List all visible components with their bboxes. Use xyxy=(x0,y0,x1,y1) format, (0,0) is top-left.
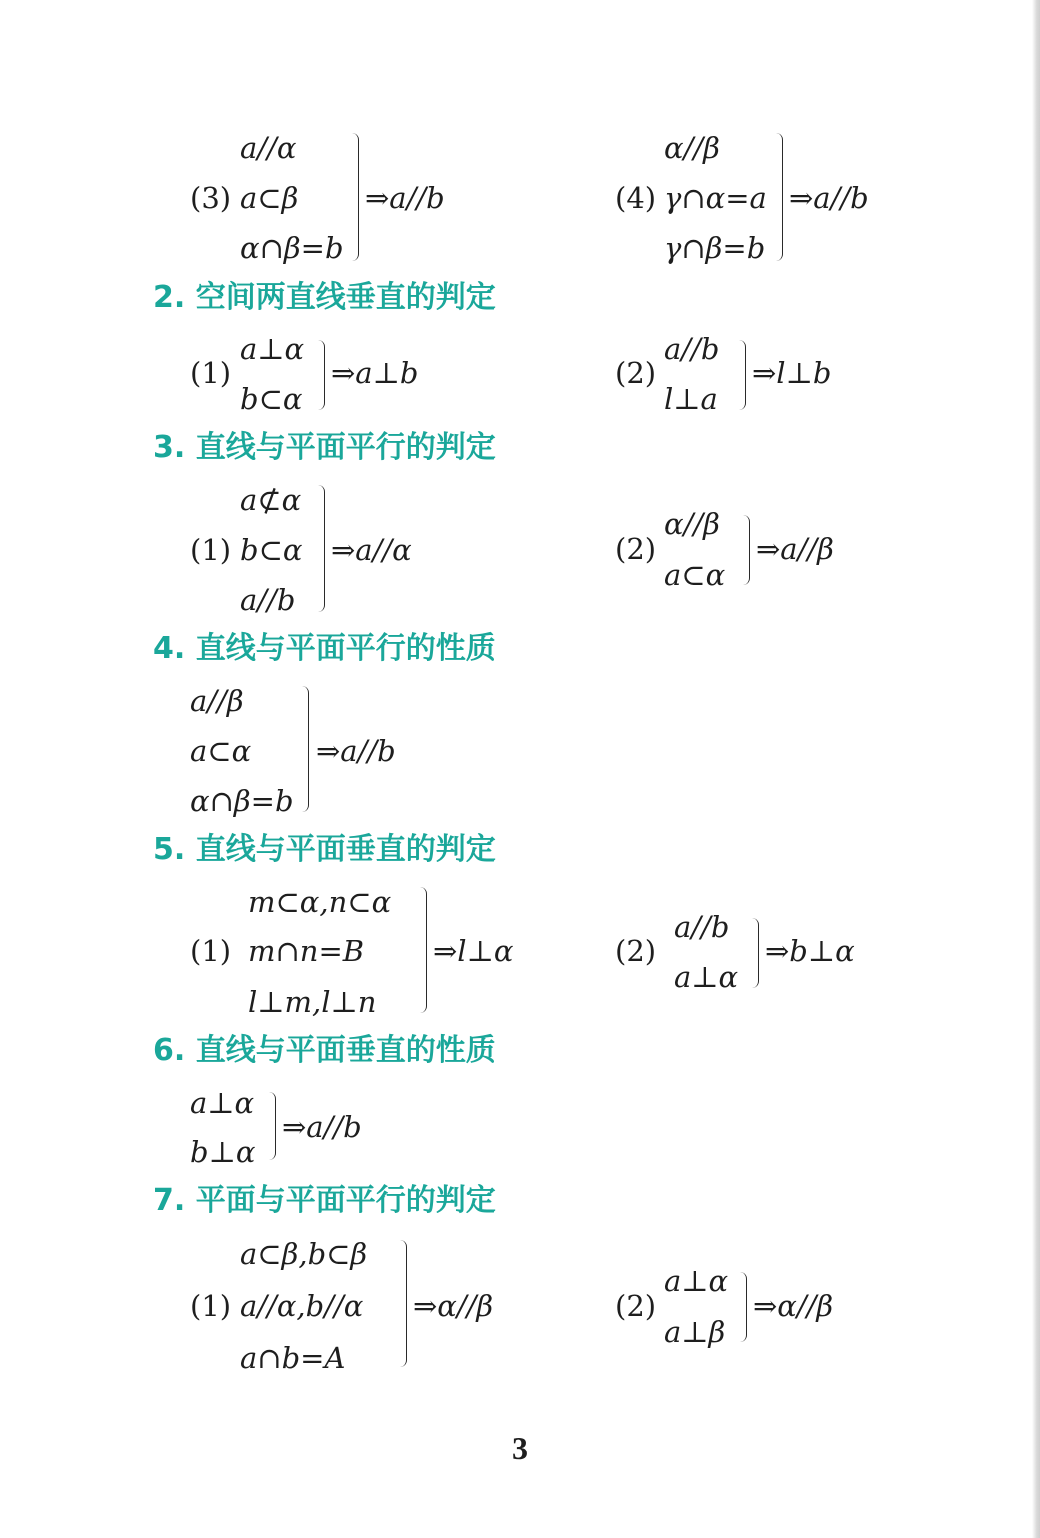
premise: a⊂β,b⊂β xyxy=(240,1237,368,1271)
conclusion: ⇒l⊥α xyxy=(433,934,514,968)
conclusion: ⇒a//b xyxy=(365,181,445,215)
premise: a//b xyxy=(240,583,296,617)
section-heading: 7. 平面与平面平行的判定 xyxy=(153,1183,496,1218)
right-brace xyxy=(750,918,759,988)
premise: α∩β=b xyxy=(190,784,294,818)
conclusion: ⇒b⊥α xyxy=(765,934,855,968)
premise: l⊥m,l⊥n xyxy=(248,985,377,1019)
premise: a⊥α xyxy=(674,960,739,994)
page-edge-shadow xyxy=(1032,0,1040,1538)
right-brace xyxy=(737,340,746,410)
item-label: (2) xyxy=(615,934,657,968)
conclusion: ⇒α//β xyxy=(413,1289,494,1323)
premise: α∩β=b xyxy=(240,231,344,265)
item-label: (1) xyxy=(190,1289,232,1323)
premise: a⊥α xyxy=(240,332,305,366)
premise: a⊂α xyxy=(190,734,252,768)
premise: a//b xyxy=(674,910,730,944)
right-brace xyxy=(316,485,325,612)
item-label: (1) xyxy=(190,356,232,390)
item-label: (3) xyxy=(190,181,232,215)
premise: a//b xyxy=(664,332,720,366)
item-label: (1) xyxy=(190,934,232,968)
conclusion: ⇒a//α xyxy=(331,533,412,567)
item-label: (2) xyxy=(615,532,657,566)
conclusion: ⇒a//b xyxy=(789,181,869,215)
premise: α//β xyxy=(664,131,720,165)
premise: b⊂α xyxy=(240,382,303,416)
conclusion: ⇒a//β xyxy=(756,532,834,566)
right-brace xyxy=(300,686,309,812)
conclusion: ⇒l⊥b xyxy=(752,356,832,390)
premise: a⊥α xyxy=(190,1086,255,1120)
section-heading: 2. 空间两直线垂直的判定 xyxy=(153,280,496,315)
item-label: (1) xyxy=(190,533,232,567)
premise: a⊂α xyxy=(664,558,726,592)
premise: γ∩β=b xyxy=(664,231,766,265)
premise: b⊥α xyxy=(190,1135,256,1169)
premise: a⊄α xyxy=(240,483,302,517)
right-brace xyxy=(741,515,750,585)
conclusion: ⇒α//β xyxy=(753,1289,834,1323)
right-brace xyxy=(316,340,325,410)
premise: m∩n=B xyxy=(248,934,365,968)
section-heading: 6. 直线与平面垂直的性质 xyxy=(153,1033,496,1068)
premise: a⊥α xyxy=(664,1264,729,1298)
premise: a∩b=A xyxy=(240,1341,346,1375)
premise: a//β xyxy=(190,684,244,718)
item-label: (2) xyxy=(615,356,657,390)
right-brace xyxy=(398,1240,407,1367)
right-brace xyxy=(774,133,783,261)
premise: α//β xyxy=(664,507,720,541)
right-brace xyxy=(738,1272,747,1342)
premise: l⊥a xyxy=(664,382,718,416)
section-heading: 5. 直线与平面垂直的判定 xyxy=(153,832,496,867)
item-label: (4) xyxy=(615,181,657,215)
section-heading: 3. 直线与平面平行的判定 xyxy=(153,430,496,465)
conclusion: ⇒a//b xyxy=(282,1110,362,1144)
item-label: (2) xyxy=(615,1289,657,1323)
premise: b⊂α xyxy=(240,533,303,567)
premise: a//α,b//α xyxy=(240,1289,364,1323)
premise: m⊂α,n⊂α xyxy=(248,885,392,919)
premise: γ∩α=a xyxy=(664,181,767,215)
right-brace xyxy=(267,1092,276,1160)
page-number: 3 xyxy=(512,1430,528,1466)
section-heading: 4. 直线与平面平行的性质 xyxy=(153,631,496,666)
right-brace xyxy=(418,887,427,1013)
conclusion: ⇒a⊥b xyxy=(331,356,419,390)
conclusion: ⇒a//b xyxy=(316,734,396,768)
premise: a⊥β xyxy=(664,1315,726,1349)
premise: a//α xyxy=(240,131,297,165)
right-brace xyxy=(350,133,359,261)
premise: a⊂β xyxy=(240,181,299,215)
